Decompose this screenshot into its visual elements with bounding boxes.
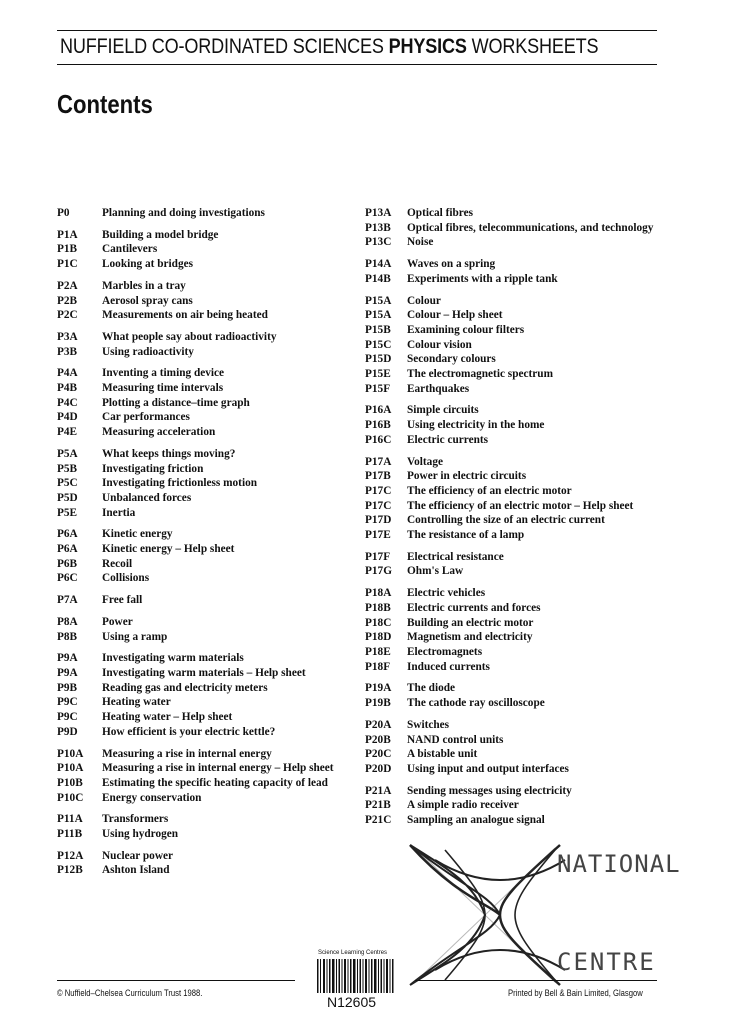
worksheet-title: Car performances: [102, 411, 190, 424]
toc-entry: [365, 323, 655, 338]
toc-entry: [57, 506, 357, 521]
toc-entry: [365, 221, 655, 236]
worksheet-code: P5A: [57, 447, 78, 460]
toc-group: [57, 279, 357, 323]
worksheet-code: P20B: [365, 733, 391, 746]
worksheet-code: P15C: [365, 338, 392, 351]
toc-entry: [365, 403, 655, 418]
worksheet-code: P9A: [57, 652, 78, 665]
toc-entry: [57, 381, 357, 396]
worksheet-code: P17B: [365, 470, 391, 483]
toc-entry: [57, 447, 357, 462]
toc-entry: [365, 294, 655, 309]
toc-left-column: [57, 206, 357, 885]
toc-entry: [57, 242, 357, 257]
worksheet-code: P5D: [57, 491, 78, 504]
worksheet-code: P20D: [365, 762, 392, 775]
worksheet-code: P15A: [365, 294, 392, 307]
worksheet-code: P20A: [365, 718, 392, 731]
worksheet-title: Heating water – Help sheet: [102, 711, 233, 724]
worksheet-code: P21A: [365, 784, 392, 797]
worksheet-title: Building a model bridge: [102, 228, 219, 241]
toc-entry: [365, 586, 655, 601]
worksheet-title: Colour vision: [407, 338, 472, 351]
worksheet-code: P10B: [57, 776, 83, 789]
worksheet-code: P18E: [365, 645, 391, 658]
toc-entry: [57, 571, 357, 586]
worksheet-title: A bistable unit: [407, 748, 478, 761]
worksheet-code: P4B: [57, 382, 78, 395]
worksheet-title: Planning and doing investigations: [102, 207, 265, 219]
toc-entry: [57, 710, 357, 725]
header-bottom-rule: [57, 64, 657, 65]
stamp-text-bottom: CENTRE: [557, 948, 656, 976]
worksheet-title: A simple radio receiver: [407, 799, 519, 812]
toc-entry: [365, 762, 655, 777]
worksheet-title: Sampling an analogue signal: [407, 814, 545, 827]
toc-group: [365, 257, 655, 286]
toc-entry: [365, 257, 655, 272]
toc-right-column: [365, 206, 655, 835]
worksheet-code: P17A: [365, 455, 392, 468]
worksheet-code: P5B: [57, 462, 78, 475]
toc-entry: [365, 564, 655, 579]
worksheet-code: P20C: [365, 748, 392, 761]
toc-entry: [365, 660, 655, 675]
toc-entry: [365, 418, 655, 433]
worksheet-title: Collisions: [102, 572, 150, 585]
worksheet-title: Simple circuits: [407, 404, 479, 417]
worksheet-title: Investigating warm materials: [102, 652, 244, 665]
toc-entry: [365, 550, 655, 565]
toc-entry: [365, 308, 655, 323]
toc-entry: [365, 616, 655, 631]
footer-rule-left: [57, 980, 295, 981]
toc-entry: [57, 396, 357, 411]
worksheet-title: Heating water: [102, 696, 171, 709]
toc-entry: [57, 527, 357, 542]
worksheet-code: P18D: [365, 631, 392, 644]
toc-entry: [365, 367, 655, 382]
worksheet-code: P4E: [57, 426, 78, 439]
toc-entry: [57, 651, 357, 666]
toc-entry: [365, 338, 655, 353]
worksheet-title: Energy conservation: [102, 791, 202, 804]
worksheet-code: P12A: [57, 849, 84, 862]
worksheet-code: P9C: [57, 696, 78, 709]
barcode-label: [315, 950, 395, 1012]
worksheet-code: P2A: [57, 279, 78, 292]
toc-group: [57, 747, 357, 806]
worksheet-code: P18A: [365, 587, 392, 600]
worksheet-title: Waves on a spring: [407, 258, 496, 271]
worksheet-code: P3A: [57, 330, 78, 343]
worksheet-code: P9A: [57, 666, 78, 679]
worksheet-title: Marbles in a tray: [102, 279, 186, 292]
worksheet-code: P15A: [365, 309, 392, 322]
worksheet-code: P3B: [57, 345, 78, 358]
toc-entry: [365, 681, 655, 696]
toc-entry: [57, 294, 357, 309]
worksheet-title: Using a ramp: [102, 630, 168, 643]
toc-entry: [57, 791, 357, 806]
header-top-rule: [57, 30, 657, 31]
worksheet-code: P7A: [57, 594, 78, 607]
toc-entry: [365, 455, 655, 470]
worksheet-title: What people say about radioactivity: [102, 330, 277, 343]
worksheet-code: P9B: [57, 681, 78, 694]
worksheet-title: Investigating frictionless motion: [102, 477, 258, 490]
worksheet-title: Using radioactivity: [102, 345, 194, 358]
worksheet-code: P19B: [365, 697, 391, 710]
worksheet-title: Transformers: [102, 813, 169, 826]
worksheet-code: P11B: [57, 828, 83, 841]
worksheet-code: P16A: [365, 404, 392, 417]
worksheet-title: Noise: [407, 236, 434, 249]
toc-entry: [365, 747, 655, 762]
worksheet-code: P9C: [57, 711, 78, 724]
toc-entry: [365, 696, 655, 711]
worksheet-title: Colour: [407, 294, 441, 307]
toc-entry: [57, 776, 357, 791]
worksheet-title: Electric currents and forces: [407, 601, 541, 614]
worksheet-title: Earthquakes: [407, 382, 470, 395]
toc-group: [57, 527, 357, 586]
worksheet-title: Kinetic energy: [102, 528, 173, 541]
worksheet-code: P18B: [365, 601, 391, 614]
worksheet-code: P13B: [365, 221, 391, 234]
worksheet-title: Voltage: [407, 455, 443, 468]
worksheet-code: P15D: [365, 353, 392, 366]
worksheet-code: P5E: [57, 506, 78, 519]
toc-entry: [57, 593, 357, 608]
worksheet-code: P21B: [365, 799, 391, 812]
toc-entry: [57, 747, 357, 762]
page-header-title: [60, 34, 599, 59]
worksheet-code: P10A: [57, 747, 84, 760]
worksheet-title: Using hydrogen: [102, 828, 179, 841]
toc-group: [365, 206, 655, 250]
barcode-icon: [315, 957, 395, 997]
toc-entry: [57, 849, 357, 864]
toc-entry: [365, 235, 655, 250]
toc-group: [365, 455, 655, 543]
toc-group: [57, 366, 357, 440]
worksheet-title: Electromagnets: [407, 645, 483, 658]
worksheet-code: P10C: [57, 791, 84, 804]
worksheet-title: The electromagnetic spectrum: [407, 368, 553, 381]
worksheet-title: Unbalanced forces: [102, 491, 192, 504]
toc-entry: [57, 308, 357, 323]
toc-entry: [57, 330, 357, 345]
toc-entry: [365, 798, 655, 813]
toc-group: [365, 784, 655, 828]
worksheet-title: Switches: [407, 718, 450, 731]
worksheet-code: P1A: [57, 228, 78, 241]
toc-entry: [57, 476, 357, 491]
worksheet-code: P0: [57, 207, 70, 219]
worksheet-title: Aerosol spray cans: [102, 294, 193, 307]
worksheet-title: NAND control units: [407, 733, 504, 746]
worksheet-code: P1C: [57, 258, 78, 271]
toc-group: [57, 447, 357, 521]
worksheet-code: P6A: [57, 528, 78, 541]
worksheet-title: Sending messages using electricity: [407, 784, 572, 797]
toc-group: [57, 615, 357, 644]
worksheet-title: Inertia: [102, 506, 136, 519]
toc-entry: [57, 615, 357, 630]
worksheet-code: P17E: [365, 529, 391, 542]
worksheet-code: P4D: [57, 411, 78, 424]
worksheet-title: Recoil: [102, 557, 133, 570]
library-stamp: [405, 840, 681, 990]
worksheet-title: The efficiency of an electric motor – Help sheet: [407, 499, 634, 512]
worksheet-title: Using electricity in the home: [407, 419, 545, 432]
worksheet-title: Optical fibres: [407, 207, 473, 219]
worksheet-code: P17C: [365, 484, 392, 497]
toc-entry: [365, 469, 655, 484]
toc-group: [57, 593, 357, 608]
worksheet-code: P4C: [57, 396, 78, 409]
worksheet-title: Investigating friction: [102, 462, 204, 475]
worksheet-title: Plotting a distance–time graph: [102, 396, 250, 409]
worksheet-code: P15E: [365, 368, 391, 381]
worksheet-title: Electric vehicles: [407, 587, 486, 600]
toc-entry: [365, 813, 655, 828]
worksheet-code: P18C: [365, 616, 392, 629]
toc-entry: [57, 666, 357, 681]
worksheet-code: P19A: [365, 682, 392, 695]
toc-entry: [365, 352, 655, 367]
toc-group: [57, 228, 357, 272]
worksheet-title: Power: [102, 615, 133, 628]
barcode-caption: Science Learning Centres: [318, 950, 388, 956]
worksheet-title: Magnetism and electricity: [407, 631, 533, 644]
toc-group: [365, 681, 655, 710]
toc-group: [365, 403, 655, 447]
stamp-text-top: NATIONAL: [557, 850, 681, 878]
worksheet-code: P13A: [365, 207, 392, 219]
worksheet-title: Measuring a rise in internal energy – Help sheet: [102, 762, 334, 775]
toc-entry: [57, 491, 357, 506]
toc-entry: [57, 257, 357, 272]
worksheet-code: P13C: [365, 236, 392, 249]
worksheet-title: Measuring time intervals: [102, 382, 224, 395]
worksheet-code: P17F: [365, 550, 391, 563]
worksheet-code: P6A: [57, 543, 78, 556]
toc-entry: [365, 484, 655, 499]
toc-entry: [365, 784, 655, 799]
toc-entry: [365, 601, 655, 616]
worksheet-title: Examining colour filters: [407, 323, 525, 336]
worksheet-title: Secondary colours: [407, 353, 496, 366]
worksheet-code: P5C: [57, 477, 78, 490]
worksheet-code: P11A: [57, 813, 83, 826]
worksheet-title: Ohm's Law: [407, 565, 464, 578]
worksheet-code: P10A: [57, 762, 84, 775]
worksheet-title: Colour – Help sheet: [407, 309, 503, 322]
toc-group: [365, 718, 655, 777]
header-title-suffix: WORKSHEETS: [466, 34, 599, 58]
footer-copyright: © Nuffield–Chelsea Curriculum Trust 1988.: [57, 988, 203, 998]
worksheet-title: The efficiency of an electric motor: [407, 484, 572, 497]
worksheet-code: P14B: [365, 272, 391, 285]
toc-entry: [365, 733, 655, 748]
contents-heading: Contents: [57, 89, 153, 119]
toc-entry: [365, 630, 655, 645]
worksheet-title: Induced currents: [407, 660, 490, 673]
toc-entry: [365, 499, 655, 514]
worksheet-code: P6B: [57, 557, 78, 570]
worksheet-code: P9D: [57, 725, 78, 738]
worksheet-code: P15F: [365, 382, 391, 395]
toc-entry: [57, 630, 357, 645]
toc-entry: [57, 462, 357, 477]
worksheet-title: Kinetic energy – Help sheet: [102, 543, 235, 556]
worksheet-code: P16B: [365, 419, 391, 432]
worksheet-title: What keeps things moving?: [102, 447, 236, 460]
worksheet-title: Electric currents: [407, 433, 489, 446]
worksheet-code: P14A: [365, 258, 392, 271]
toc-entry: [365, 382, 655, 397]
worksheet-title: Measuring acceleration: [102, 426, 216, 439]
toc-entry: [365, 272, 655, 287]
footer-printer: Printed by Bell & Bain Limited, Glasgow: [508, 988, 643, 998]
worksheet-title: Experiments with a ripple tank: [407, 272, 558, 285]
toc-entry: [57, 863, 357, 878]
toc-entry: [365, 433, 655, 448]
worksheet-code: P4A: [57, 367, 78, 380]
worksheet-code: P16C: [365, 433, 392, 446]
toc-entry: [57, 827, 357, 842]
worksheet-title: Electrical resistance: [407, 550, 504, 563]
worksheet-title: Using input and output interfaces: [407, 762, 569, 775]
worksheet-title: The diode: [407, 682, 456, 695]
toc-group: [57, 849, 357, 878]
worksheet-title: Estimating the specific heating capacity of lead: [102, 776, 328, 789]
toc-entry: [57, 812, 357, 827]
header-title-prefix: NUFFIELD CO-ORDINATED SCIENCES: [60, 34, 389, 58]
worksheet-code: P17D: [365, 514, 392, 527]
worksheet-code: P12B: [57, 864, 83, 877]
toc-entry: [57, 228, 357, 243]
worksheet-title: Cantilevers: [102, 243, 158, 256]
toc-group: [365, 550, 655, 579]
footer-rule-right: [415, 980, 657, 981]
worksheet-title: Measuring a rise in internal energy: [102, 747, 272, 760]
worksheet-title: Investigating warm materials – Help sheet: [102, 666, 306, 679]
worksheet-code: P8A: [57, 615, 78, 628]
worksheet-title: The cathode ray oscilloscope: [407, 697, 545, 710]
toc-group: [365, 294, 655, 397]
worksheet-code: P15B: [365, 323, 391, 336]
worksheet-title: Measurements on air being heated: [102, 309, 268, 322]
toc-entry: [57, 206, 357, 221]
toc-entry: [57, 279, 357, 294]
worksheet-title: Controlling the size of an electric current: [407, 514, 605, 527]
toc-entry: [57, 345, 357, 360]
worksheet-title: Inventing a timing device: [102, 367, 225, 380]
worksheet-title: Looking at bridges: [102, 258, 194, 271]
worksheet-title: Building an electric motor: [407, 616, 534, 629]
worksheet-code: P21C: [365, 814, 392, 827]
toc-entry: [57, 425, 357, 440]
toc-entry: [57, 557, 357, 572]
worksheet-code: P1B: [57, 243, 78, 256]
worksheet-title: Nuclear power: [102, 849, 174, 862]
worksheet-title: Reading gas and electricity meters: [102, 681, 268, 694]
toc-entry: [57, 725, 357, 740]
worksheet-title: Free fall: [102, 594, 143, 607]
toc-entry: [365, 528, 655, 543]
toc-entry: [57, 542, 357, 557]
barcode-number: N12605: [327, 994, 377, 1010]
toc-group: [57, 651, 357, 739]
worksheet-code: P17C: [365, 499, 392, 512]
worksheet-code: P18F: [365, 660, 391, 673]
toc-entry: [365, 718, 655, 733]
toc-entry: [57, 695, 357, 710]
worksheet-title: Ashton Island: [102, 864, 170, 877]
toc-entry: [365, 645, 655, 660]
worksheet-code: P8B: [57, 630, 78, 643]
toc-entry: [57, 681, 357, 696]
toc-group: [57, 812, 357, 841]
worksheet-title: The resistance of a lamp: [407, 529, 525, 542]
worksheet-title: Optical fibres, telecommunications, and technology: [407, 221, 654, 234]
toc-entry: [57, 366, 357, 381]
toc-group: [365, 586, 655, 674]
worksheet-code: P2B: [57, 294, 78, 307]
worksheet-title: Power in electric circuits: [407, 470, 527, 483]
worksheet-code: P17G: [365, 565, 392, 578]
toc-entry: [365, 513, 655, 528]
worksheet-title: How efficient is your electric kettle?: [102, 725, 276, 738]
toc-group: [57, 206, 357, 221]
worksheet-code: P2C: [57, 309, 78, 322]
header-title-subject: PHYSICS: [388, 34, 467, 58]
worksheet-code: P6C: [57, 572, 78, 585]
toc-group: [57, 330, 357, 359]
toc-entry: [365, 206, 655, 221]
toc-entry: [57, 761, 357, 776]
toc-entry: [57, 410, 357, 425]
